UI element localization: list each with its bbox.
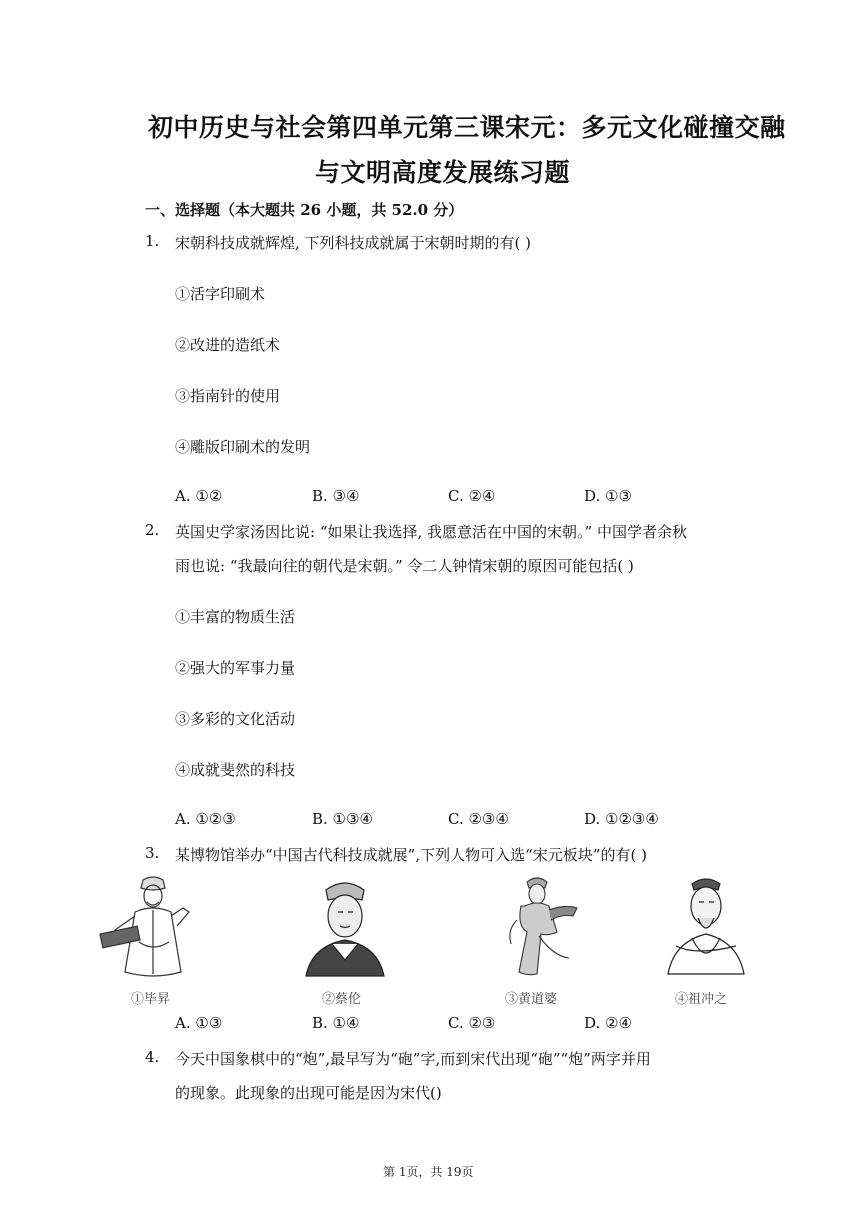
question-2-item-4: ④成就斐然的科技 bbox=[175, 761, 296, 779]
question-1-stem: 宋朝科技成就辉煌, 下列科技成就属于宋朝时期的有( ) bbox=[175, 234, 532, 252]
huang-daopo-illustration bbox=[495, 870, 585, 982]
question-2-option-a[interactable]: A. ①②③ bbox=[175, 810, 236, 828]
question-3-option-c[interactable]: C. ②③ bbox=[448, 1014, 496, 1032]
zu-chongzhi-illustration bbox=[664, 874, 748, 980]
question-1-item-2: ②改进的造纸术 bbox=[175, 336, 281, 354]
question-4-stem-line-2: 的现象。此现象的出现可能是因为宋代() bbox=[175, 1084, 442, 1102]
question-3-option-b[interactable]: B. ①④ bbox=[312, 1014, 360, 1032]
question-1-option-c[interactable]: C. ②④ bbox=[448, 487, 496, 505]
question-2-item-3: ③多彩的文化活动 bbox=[175, 710, 296, 728]
question-2-stem-line-1: 英国史学家汤因比说: “如果让我选择, 我愿意活在中国的宋朝。” 中国学者余秋 bbox=[175, 523, 687, 541]
question-1-option-b[interactable]: B. ③④ bbox=[312, 487, 360, 505]
page-footer: 第 1页，共 19页 bbox=[383, 1165, 474, 1179]
question-1-item-4: ④雕版印刷术的发明 bbox=[175, 438, 311, 456]
question-3-number: 3. bbox=[145, 844, 160, 862]
question-2-option-b[interactable]: B. ①③④ bbox=[312, 810, 373, 828]
question-4-stem-line-1: 今天中国象棋中的“炮”,最早写为“砲”字,而到宋代出现“砲”“炮”两字并用 bbox=[175, 1050, 651, 1068]
cai-lun-illustration bbox=[300, 876, 390, 980]
question-2-number: 2. bbox=[145, 521, 160, 539]
question-1-option-a[interactable]: A. ①② bbox=[175, 487, 223, 505]
question-1-item-3: ③指南针的使用 bbox=[175, 387, 281, 405]
figure-caption-2: ②蔡伦 bbox=[322, 992, 362, 1007]
question-1-number: 1. bbox=[145, 232, 160, 250]
question-2-option-c[interactable]: C. ②③④ bbox=[448, 810, 509, 828]
bi-sheng-illustration bbox=[95, 872, 205, 984]
question-3-option-d[interactable]: D. ②④ bbox=[584, 1014, 632, 1032]
question-2-item-1: ①丰富的物质生活 bbox=[175, 608, 296, 626]
question-3-stem: 某博物馆举办“中国古代科技成就展”,下列人物可入选“宋元板块”的有( ) bbox=[175, 846, 647, 864]
question-1-option-d[interactable]: D. ①③ bbox=[584, 487, 632, 505]
question-4-number: 4. bbox=[145, 1048, 160, 1066]
section-heading: 一、选择题（本大题共 26 小题，共 52.0 分） bbox=[145, 201, 464, 219]
document-title-line1: 初中历史与社会第四单元第三课宋元：多元文化碰撞交融 bbox=[148, 113, 786, 142]
figure-caption-1: ①毕昇 bbox=[131, 992, 171, 1007]
figure-caption-3: ③黄道婆 bbox=[505, 992, 558, 1007]
question-1-item-1: ①活字印刷术 bbox=[175, 285, 266, 303]
question-3-option-a[interactable]: A. ①③ bbox=[175, 1014, 223, 1032]
document-title-line2: 与文明高度发展练习题 bbox=[315, 158, 571, 187]
question-2-option-d[interactable]: D. ①②③④ bbox=[584, 810, 659, 828]
question-2-stem-line-2: 雨也说: “我最向往的朝代是宋朝。” 令二人钟情宋朝的原因可能包括( ) bbox=[175, 557, 634, 575]
figure-caption-4: ④祖冲之 bbox=[675, 992, 728, 1007]
question-2-item-2: ②强大的军事力量 bbox=[175, 659, 296, 677]
